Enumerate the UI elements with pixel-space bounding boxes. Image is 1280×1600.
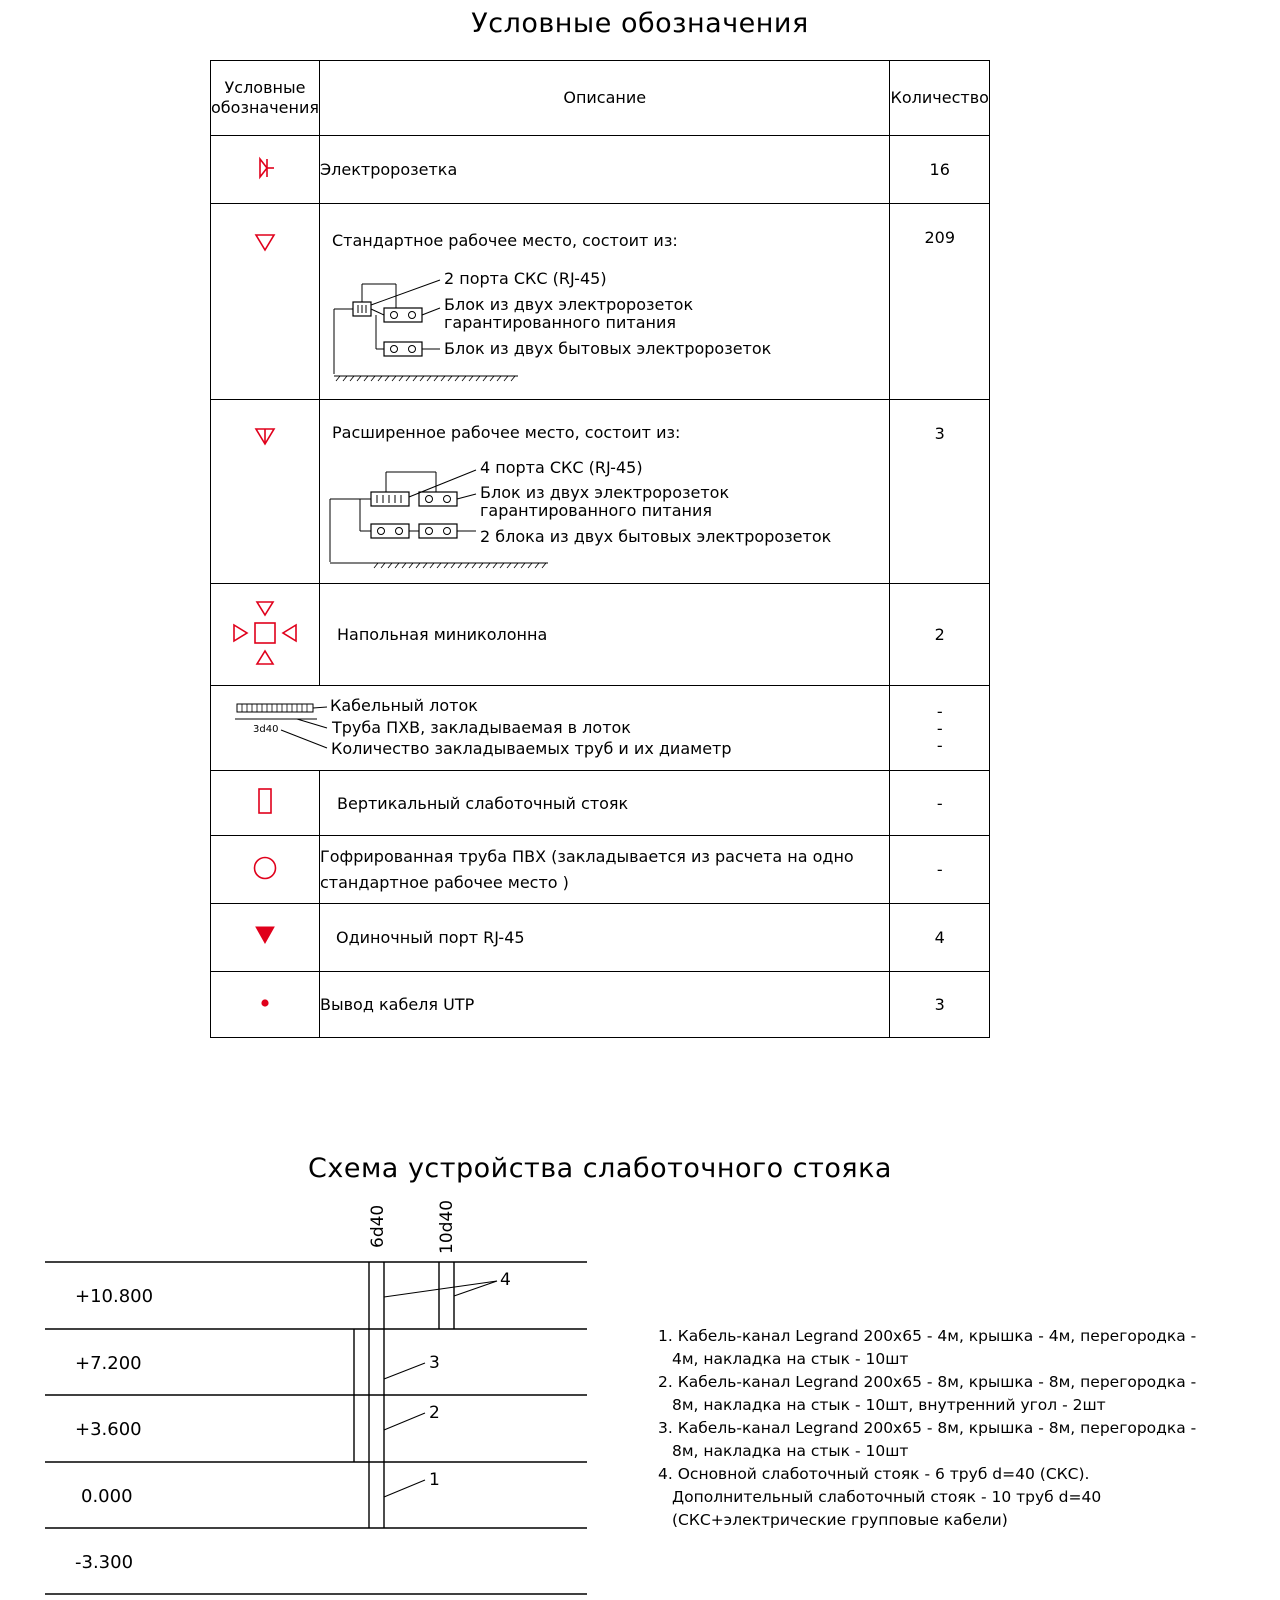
header-description: Описание xyxy=(320,61,890,136)
row-quantity: 209 xyxy=(890,204,990,400)
row-description: Электророзетка xyxy=(320,136,890,204)
legend-table xyxy=(210,60,990,1038)
legend-row-extended-workplace xyxy=(211,400,990,584)
row-description: Стандартное рабочее место, состоит из: xyxy=(332,231,678,250)
detail-line: Блок из двух бытовых электророзеток xyxy=(444,339,772,358)
row-description: Напольная миниколонна xyxy=(320,584,890,686)
utp-outlet-icon xyxy=(211,972,320,1038)
row-quantity: 4 xyxy=(890,904,990,972)
legend-row-utp-outlet xyxy=(211,972,990,1038)
legend-header-row xyxy=(211,61,990,136)
tray-line: Кабельный лоток xyxy=(330,696,478,715)
rj45-port-icon xyxy=(211,904,320,972)
extended-workplace-diagram xyxy=(320,400,888,580)
legend-row-cable-tray xyxy=(211,686,990,771)
row-quantity: - xyxy=(890,771,990,836)
row-quantity: 3 xyxy=(890,400,990,584)
note-item: 2. Кабель-канал Legrand 200х65 - 8м, крышка - 8м, перегородка - 8м, накладка на стык - 10шт, внутренний угол - 2шт xyxy=(658,1373,1197,1414)
row-quantity: - xyxy=(936,718,943,738)
row-quantity: 16 xyxy=(890,136,990,204)
detail-line: Блок из двух электророзеток xyxy=(444,295,694,314)
row-description: Вывод кабеля UTP xyxy=(320,972,890,1038)
row-description: Одиночный порт RJ-45 xyxy=(320,904,890,972)
header-quantity: Количество xyxy=(890,61,990,136)
tray-line: Количество закладываемых труб и их диаметр xyxy=(331,739,732,758)
row-description: Вертикальный слаботочный стояк xyxy=(320,771,890,836)
floor-minicolumn-icon xyxy=(211,584,320,686)
vertical-riser-icon xyxy=(211,771,320,836)
level-label: +3.600 xyxy=(75,1419,142,1440)
legend-row-floor-minicolumn xyxy=(211,584,990,686)
detail-line: гарантированного питания xyxy=(444,313,676,332)
legend-title: Условные обозначения xyxy=(471,8,809,39)
extended-workplace-icon xyxy=(211,400,320,584)
detail-line: 4 порта СКС (RJ-45) xyxy=(480,458,643,477)
row-description-line: стандартное рабочее место ) xyxy=(320,872,569,892)
level-label: -3.300 xyxy=(75,1552,134,1573)
riser-title: Схема устройства слаботочного стояка xyxy=(308,1153,892,1184)
row-quantity: - xyxy=(936,735,943,755)
level-label: +7.200 xyxy=(75,1353,142,1374)
row-quantity-list xyxy=(890,686,990,771)
detail-line: 2 блока из двух бытовых электророзеток xyxy=(480,527,832,546)
riser-notes xyxy=(658,1325,1218,1532)
level-label: 0.000 xyxy=(81,1486,133,1507)
row-quantity: 2 xyxy=(890,584,990,686)
legend-row-vertical-riser xyxy=(211,771,990,836)
detail-line: Блок из двух электророзеток xyxy=(480,483,730,502)
corrugated-pipe-icon xyxy=(211,836,320,904)
level-label: +10.800 xyxy=(75,1286,154,1307)
header-symbol: Условные обозначения xyxy=(211,61,320,136)
note-item: 3. Кабель-канал Legrand 200х65 - 8м, крышка - 8м, перегородка - 8м, накладка на стык - 10шт xyxy=(658,1419,1197,1460)
tray-pipe-label: 3d40 xyxy=(253,724,279,735)
row-description: Расширенное рабочее место, состоит из: xyxy=(332,423,681,442)
row-quantity: - xyxy=(890,836,990,904)
standard-workplace-icon xyxy=(211,204,320,400)
row-description-line: Гофрированная труба ПВХ (закладывается из расчета на одно xyxy=(320,846,854,866)
legend-row-rj45-port xyxy=(211,904,990,972)
legend-row-standard-workplace xyxy=(211,204,990,400)
row-quantity: - xyxy=(936,701,943,721)
callout-number: 1 xyxy=(429,1470,440,1490)
detail-line: гарантированного питания xyxy=(480,501,712,520)
callout-number: 4 xyxy=(500,1270,511,1290)
socket-icon xyxy=(211,136,320,204)
legend-row-corrugated-pipe xyxy=(211,836,990,904)
legend-row-socket xyxy=(211,136,990,204)
cable-tray-icon xyxy=(211,686,885,770)
note-item: 1. Кабель-канал Legrand 200х65 - 4м, крышка - 4м, перегородка - 4м, накладка на стык - 10шт xyxy=(658,1327,1197,1368)
standard-workplace-diagram xyxy=(320,204,888,394)
callout-number: 3 xyxy=(429,1353,440,1373)
detail-line: 2 порта СКС (RJ-45) xyxy=(444,269,607,288)
pipe-label: 10d40 xyxy=(437,1199,457,1254)
tray-line: Труба ПХВ, закладываемая в лоток xyxy=(332,718,631,737)
note-item: 4. Основной слаботочный стояк - 6 труб d=40 (СКС). Дополнительный слаботочный стояк - 10 труб d=40 (СКС+электрические групповые кабели) xyxy=(658,1465,1102,1529)
pipe-label: 6d40 xyxy=(368,1204,388,1248)
row-quantity: 3 xyxy=(890,972,990,1038)
callout-number: 2 xyxy=(429,1403,440,1423)
